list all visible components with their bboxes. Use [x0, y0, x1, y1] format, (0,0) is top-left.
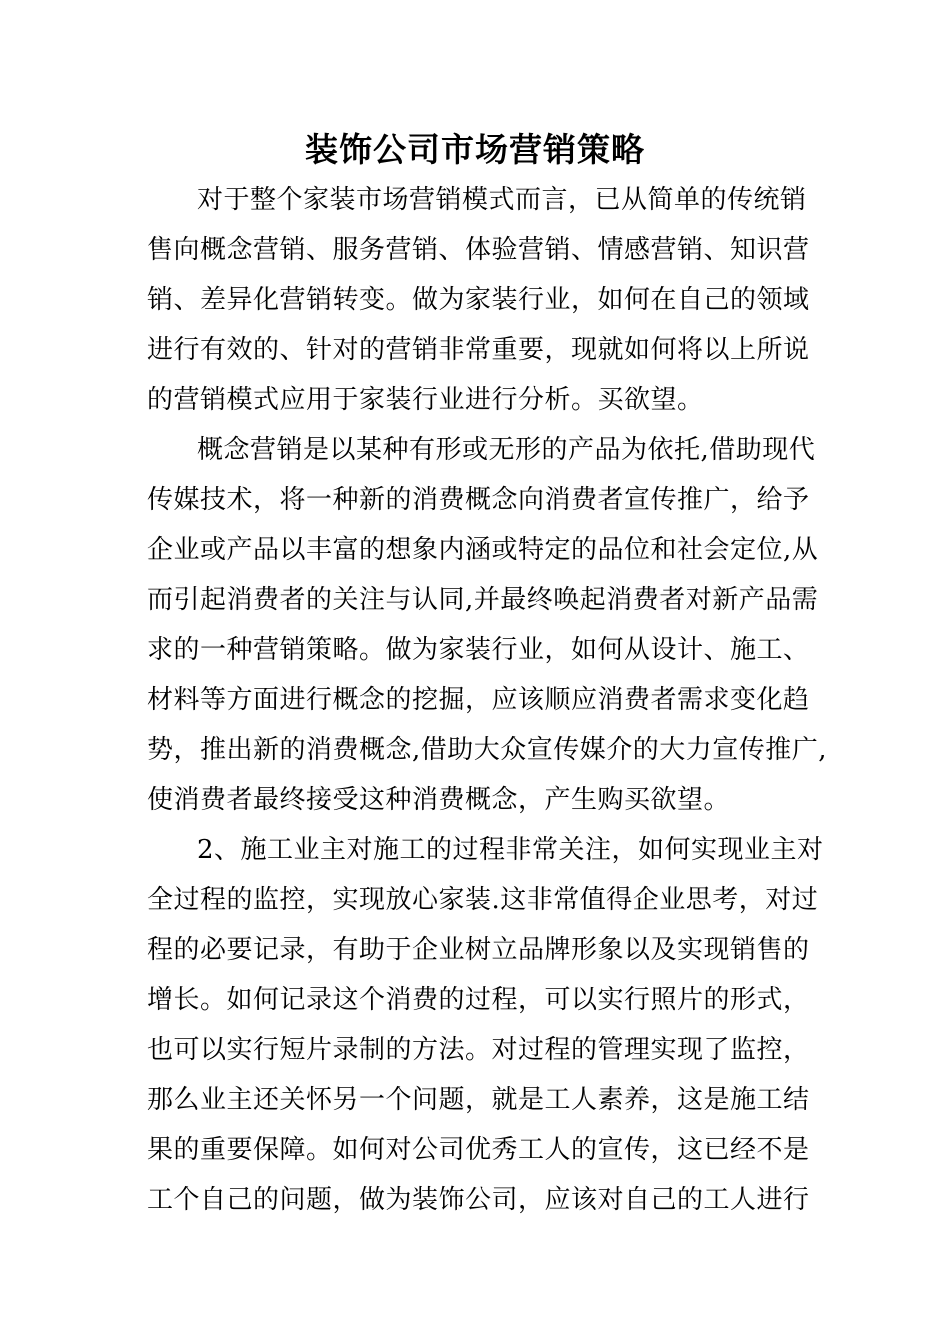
paragraph-line: 材料等方面进行概念的挖掘，应该顺应消费者需求变化趋 [147, 685, 810, 715]
paragraph-line: 概念营销是以某种有形或无形的产品为依托,借助现代 [197, 435, 816, 465]
paragraph-line: 势，推出新的消费概念,借助大众宣传媒介的大力宣传推广, [147, 735, 828, 765]
paragraph-line: 传媒技术，将一种新的消费概念向消费者宣传推广，给予 [147, 485, 810, 515]
paragraph-line: 2、施工业主对施工的过程非常关注，如何实现业主对 [197, 835, 824, 865]
paragraph-line: 企业或产品以丰富的想象内涵或特定的品位和社会定位,从 [147, 535, 819, 565]
paragraph-line: 也可以实行短片录制的方法。对过程的管理实现了监控， [147, 1035, 810, 1065]
paragraph-line: 售向概念营销、服务营销、体验营销、情感营销、知识营 [147, 235, 810, 265]
document-title: 装饰公司市场营销策略 [305, 130, 645, 169]
paragraph-line: 对于整个家装市场营销模式而言，已从简单的传统销 [197, 185, 807, 215]
paragraph-line: 果的重要保障。如何对公司优秀工人的宣传，这已经不是 [147, 1135, 810, 1165]
paragraph-line: 那么业主还关怀另一个问题，就是工人素养，这是施工结 [147, 1085, 810, 1115]
paragraph-line: 工个自己的问题，做为装饰公司，应该对自己的工人进行 [147, 1185, 810, 1215]
paragraph-line: 程的必要记录，有助于企业树立品牌形象以及实现销售的 [147, 935, 810, 965]
paragraph-line: 使消费者最终接受这种消费概念，产生购买欲望。 [147, 785, 731, 815]
paragraph-line: 全过程的监控，实现放心家装.这非常值得企业思考，对过 [147, 885, 819, 915]
paragraph-line: 增长。如何记录这个消费的过程，可以实行照片的形式， [147, 985, 810, 1015]
paragraph-line: 而引起消费者的关注与认同,并最终唤起消费者对新产品需 [147, 585, 819, 615]
paragraph-line: 的营销模式应用于家装行业进行分析。买欲望。 [147, 385, 704, 415]
paragraph-line: 销、差异化营销转变。做为家装行业，如何在自己的领域 [147, 285, 810, 315]
paragraph-line: 求的一种营销策略。做为家装行业，如何从设计、施工、 [147, 635, 810, 665]
paragraph-line: 进行有效的、针对的营销非常重要，现就如何将以上所说 [147, 335, 810, 365]
